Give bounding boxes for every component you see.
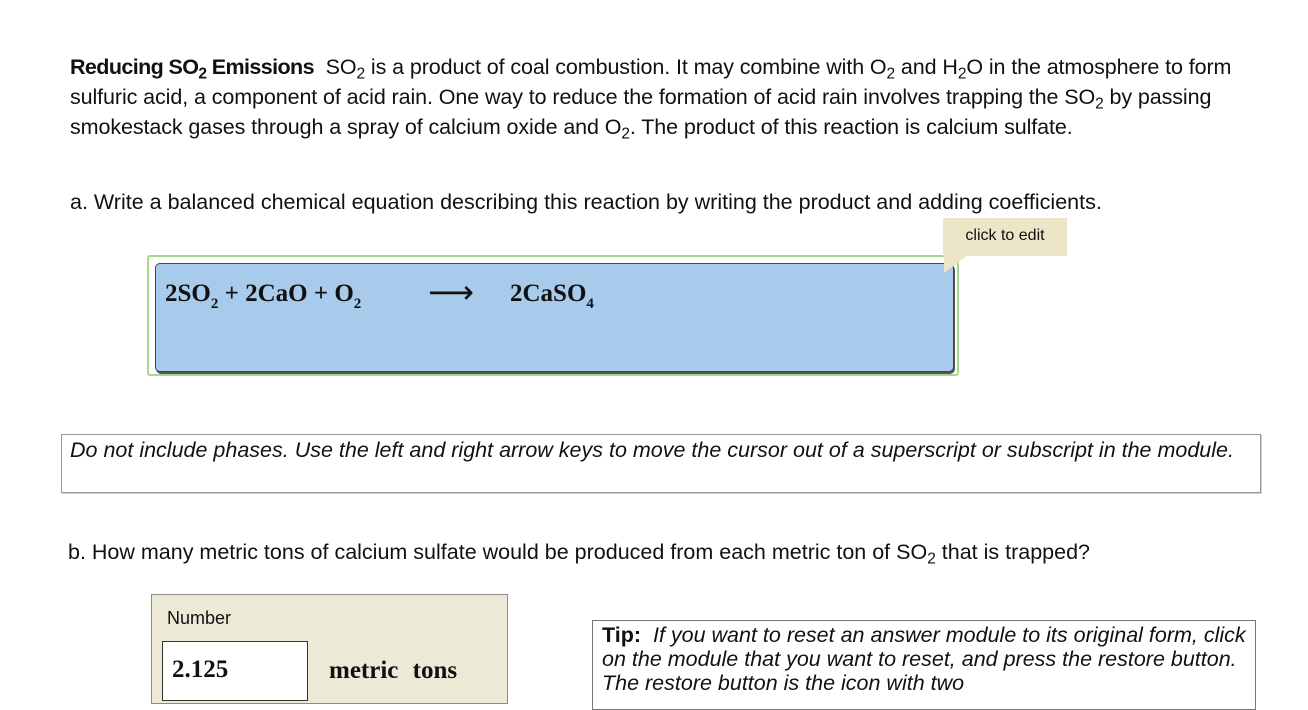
question-b: b. How many metric tons of calcium sulfate would be produced from each metric ton of $SO_2$ that is trapped?: [68, 540, 1090, 568]
tip-box: [592, 620, 1256, 710]
equation-reactants[interactable]: $2SO_2 + 2CaO + O_2$: [165, 280, 362, 312]
tooltip-pointer: [944, 255, 968, 273]
tip-label: Tip:: [602, 623, 642, 647]
answer-input[interactable]: 2.125: [162, 641, 308, 701]
instruction-note: Do not include phases. Use the left and right arrow keys to move the cursor out of a superscript or subscript in the module.: [61, 434, 1261, 493]
number-label: Number: [167, 608, 232, 628]
equation-product[interactable]: 2CaSO$_4$: [510, 280, 594, 312]
reaction-arrow-icon: ⟶: [428, 273, 474, 311]
answer-unit: metric tons: [329, 657, 458, 684]
tip-text: If you want to reset an answer module to its original form, click on the module that you want to reset, and press the restore button. The restore button is the icon with two: [602, 623, 1246, 695]
problem-title: Reducing $SO_2$ Emissions: [70, 55, 314, 83]
click-to-edit-tooltip: click to edit: [943, 218, 1067, 256]
problem-intro: Reducing $SO_2$ Emissions $SO_2$ is a product of coal combustion. It may combine with $O_2$ and $H_2O$ in the atmosphere to form sulfuric acid, a component of acid rain. One way to reduce the formation of acid rain involves trapping the $SO_2$ by passing smokestack gases through a spray of calcium oxide and $O_2$. The product of this reaction is calcium sulfate.: [70, 55, 1232, 143]
question-a: a. Write a balanced chemical equation describing this reaction by writing the product and adding coefficients.: [70, 190, 1102, 214]
